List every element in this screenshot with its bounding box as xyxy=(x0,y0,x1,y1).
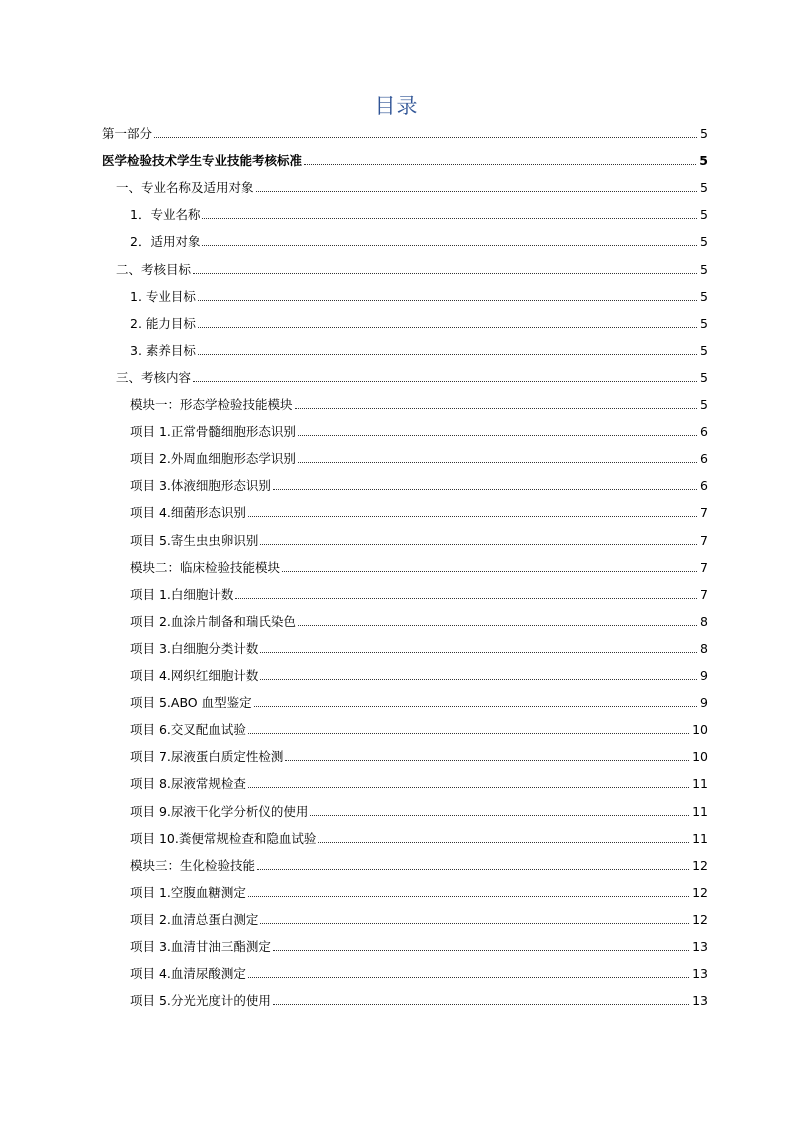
toc-entry-page-number: 5 xyxy=(700,288,708,304)
toc-leader-dots xyxy=(193,273,697,274)
toc-leader-dots xyxy=(257,869,689,870)
toc-entry-page-number: 5 xyxy=(700,207,708,223)
toc-leader-dots xyxy=(248,977,689,978)
toc-entry-label: 医学检验技术学生专业技能考核标准 xyxy=(102,153,303,169)
toc-entry-label: 项目 8.尿液常规检查 xyxy=(130,776,246,792)
toc-leader-dots xyxy=(295,408,698,409)
toc-leader-dots xyxy=(202,245,697,246)
toc-entry[interactable] xyxy=(102,122,708,142)
toc-leader-dots xyxy=(285,760,689,761)
toc-entry[interactable] xyxy=(130,393,708,413)
toc-entry-label: 项目 7.尿液蛋白质定性检测 xyxy=(130,749,284,765)
toc-entry-page-number: 9 xyxy=(700,668,708,683)
toc-entry-label: 2．适用对象 xyxy=(130,234,201,250)
toc-leader-dots xyxy=(193,381,697,382)
toc-leader-dots xyxy=(198,354,697,355)
toc-entry-page-number: 7 xyxy=(700,532,708,548)
toc-entry[interactable] xyxy=(130,881,708,901)
toc-entry-label: 第一部分 xyxy=(102,126,153,141)
toc-entry[interactable] xyxy=(130,556,708,576)
toc-entry[interactable] xyxy=(130,908,708,928)
toc-entry-label: 项目 1.正常骨髓细胞形态识别 xyxy=(130,424,296,440)
toc-entry[interactable] xyxy=(130,718,708,738)
toc-entry-page-number: 11 xyxy=(692,803,708,819)
toc-entry-page-number: 6 xyxy=(700,451,708,467)
toc-entry-page-number: 12 xyxy=(692,911,708,927)
toc-entry[interactable] xyxy=(130,745,708,765)
toc-entry-label: 项目 3.血清甘油三酯测定 xyxy=(130,939,271,954)
toc-entry-label: 项目 2.外周血细胞形态学识别 xyxy=(130,451,296,467)
toc-entry-label: 二、考核目标 xyxy=(116,261,192,277)
toc-entry[interactable] xyxy=(130,339,708,359)
toc-entry-label: 3. 素养目标 xyxy=(130,342,196,358)
toc-entry-page-number: 5 xyxy=(700,369,708,385)
toc-entry-page-number: 13 xyxy=(692,966,708,982)
toc-entry-page-number: 5 xyxy=(699,153,708,169)
toc-leader-dots xyxy=(298,625,697,626)
toc-entry[interactable] xyxy=(130,610,708,630)
toc-leader-dots xyxy=(248,516,697,517)
toc-leader-dots xyxy=(273,489,697,490)
toc-entry-page-number: 10 xyxy=(692,749,708,765)
toc-entry-label: 项目 9.尿液干化学分析仪的使用 xyxy=(130,803,309,819)
toc-leader-dots xyxy=(198,327,697,328)
toc-leader-dots xyxy=(260,544,697,545)
toc-entry-page-number: 10 xyxy=(692,722,708,738)
toc-entry[interactable] xyxy=(130,447,708,467)
toc-leader-dots xyxy=(202,218,697,219)
toc-leader-dots xyxy=(304,164,696,165)
toc-leader-dots xyxy=(273,1004,689,1005)
toc-entry-label: 项目 5.分光光度计的使用 xyxy=(130,993,271,1009)
toc-entry[interactable] xyxy=(116,176,708,196)
toc-entry-page-number: 5 xyxy=(700,180,708,196)
toc-entry[interactable] xyxy=(130,989,708,1009)
toc-entry-label: 模块二：临床检验技能模块 xyxy=(130,559,281,575)
toc-entry[interactable] xyxy=(130,203,708,223)
toc-entry-label: 一、专业名称及适用对象 xyxy=(116,180,254,196)
toc-entry-label: 项目 6.交叉配血试验 xyxy=(130,722,246,738)
toc-entry-page-number: 13 xyxy=(692,939,708,954)
toc-leader-dots xyxy=(318,842,689,843)
toc-leader-dots xyxy=(260,923,689,924)
toc-leader-dots xyxy=(298,435,697,436)
toc-leader-dots xyxy=(273,950,689,951)
toc-entry[interactable] xyxy=(130,501,708,521)
toc-entry-page-number: 6 xyxy=(700,478,708,494)
toc-entry-label: 项目 5.ABO 血型鉴定 xyxy=(130,695,252,711)
toc-leader-dots xyxy=(198,300,697,301)
toc-leader-dots xyxy=(260,679,697,680)
toc-entry[interactable] xyxy=(130,664,708,684)
toc-leader-dots xyxy=(248,896,689,897)
toc-entry[interactable] xyxy=(130,827,708,847)
toc-leader-dots xyxy=(235,598,697,599)
toc-entry-page-number: 5 xyxy=(700,234,708,250)
toc-entry-page-number: 13 xyxy=(692,993,708,1009)
toc-entry-page-number: 8 xyxy=(700,640,708,656)
toc-entry-page-number: 5 xyxy=(700,126,708,141)
toc-entry-page-number: 7 xyxy=(700,586,708,602)
toc-entry[interactable] xyxy=(130,529,708,549)
toc-entry[interactable] xyxy=(130,691,708,711)
toc-entry-label: 项目 4.细菌形态识别 xyxy=(130,505,246,521)
toc-entry-page-number: 6 xyxy=(700,424,708,440)
toc-entry[interactable] xyxy=(130,637,708,657)
toc-entry-label: 项目 4.网织红细胞计数 xyxy=(130,668,259,683)
toc-entry-label: 三、考核内容 xyxy=(116,369,192,385)
toc-entry[interactable] xyxy=(130,800,708,820)
toc-entry-label: 项目 3.体液细胞形态识别 xyxy=(130,478,271,494)
toc-entry[interactable] xyxy=(130,935,708,955)
toc-entry[interactable] xyxy=(130,772,708,792)
toc-entry[interactable] xyxy=(130,285,708,305)
toc-entry-page-number: 11 xyxy=(692,830,708,846)
toc-leader-dots xyxy=(154,137,697,138)
toc-entry-page-number: 5 xyxy=(700,397,708,412)
toc-entry-page-number: 12 xyxy=(692,857,708,873)
toc-entry-page-number: 9 xyxy=(700,695,708,711)
toc-entry[interactable] xyxy=(130,474,708,494)
toc-entry[interactable] xyxy=(116,258,708,278)
toc-entry-page-number: 5 xyxy=(700,315,708,331)
toc-entry-page-number: 11 xyxy=(692,776,708,792)
toc-entry-label: 1. 专业目标 xyxy=(130,288,196,304)
toc-entry-label: 项目 1.空腹血糖测定 xyxy=(130,884,246,900)
toc-entry-page-number: 12 xyxy=(692,884,708,900)
toc-entry[interactable] xyxy=(130,854,708,874)
toc-entry-label: 项目 1.白细胞计数 xyxy=(130,586,234,602)
toc-entry[interactable] xyxy=(116,366,708,386)
toc-entry-page-number: 7 xyxy=(700,505,708,521)
toc-entry-label: 项目 3.白细胞分类计数 xyxy=(130,640,259,656)
toc-entry-label: 1．专业名称 xyxy=(130,207,201,223)
toc-entry[interactable] xyxy=(130,230,708,250)
toc-leader-dots xyxy=(260,652,697,653)
toc-title: 目录 xyxy=(374,94,419,118)
toc-entry-page-number: 8 xyxy=(700,613,708,629)
toc-leader-dots xyxy=(248,787,689,788)
toc-entry-label: 项目 10.粪便常规检查和隐血试验 xyxy=(130,830,317,846)
toc-leader-dots xyxy=(298,462,697,463)
toc-leader-dots xyxy=(282,571,697,572)
toc-entry[interactable] xyxy=(130,583,708,603)
toc-entry-label: 模块一：形态学检验技能模块 xyxy=(130,397,293,412)
toc-entry-label: 项目 5.寄生虫虫卵识别 xyxy=(130,532,259,548)
toc-entry[interactable] xyxy=(130,312,708,332)
toc-entry-label: 模块三：生化检验技能 xyxy=(130,857,256,873)
toc-leader-dots xyxy=(256,191,698,192)
toc-entry-label: 2. 能力目标 xyxy=(130,315,196,331)
toc-entry[interactable] xyxy=(130,962,708,982)
toc-entry[interactable] xyxy=(102,149,708,169)
toc-entry-page-number: 7 xyxy=(700,559,708,575)
toc-entry-label: 项目 2.血涂片制备和瑞氏染色 xyxy=(130,613,296,629)
toc-entry-page-number: 5 xyxy=(700,342,708,358)
toc-entry-page-number: 5 xyxy=(700,261,708,277)
toc-entry-label: 项目 2.血清总蛋白测定 xyxy=(130,911,259,927)
toc-entry[interactable] xyxy=(130,420,708,440)
toc-entry-label: 项目 4.血清尿酸测定 xyxy=(130,966,246,982)
toc-leader-dots xyxy=(248,733,689,734)
toc-leader-dots xyxy=(254,706,697,707)
toc-leader-dots xyxy=(310,815,689,816)
